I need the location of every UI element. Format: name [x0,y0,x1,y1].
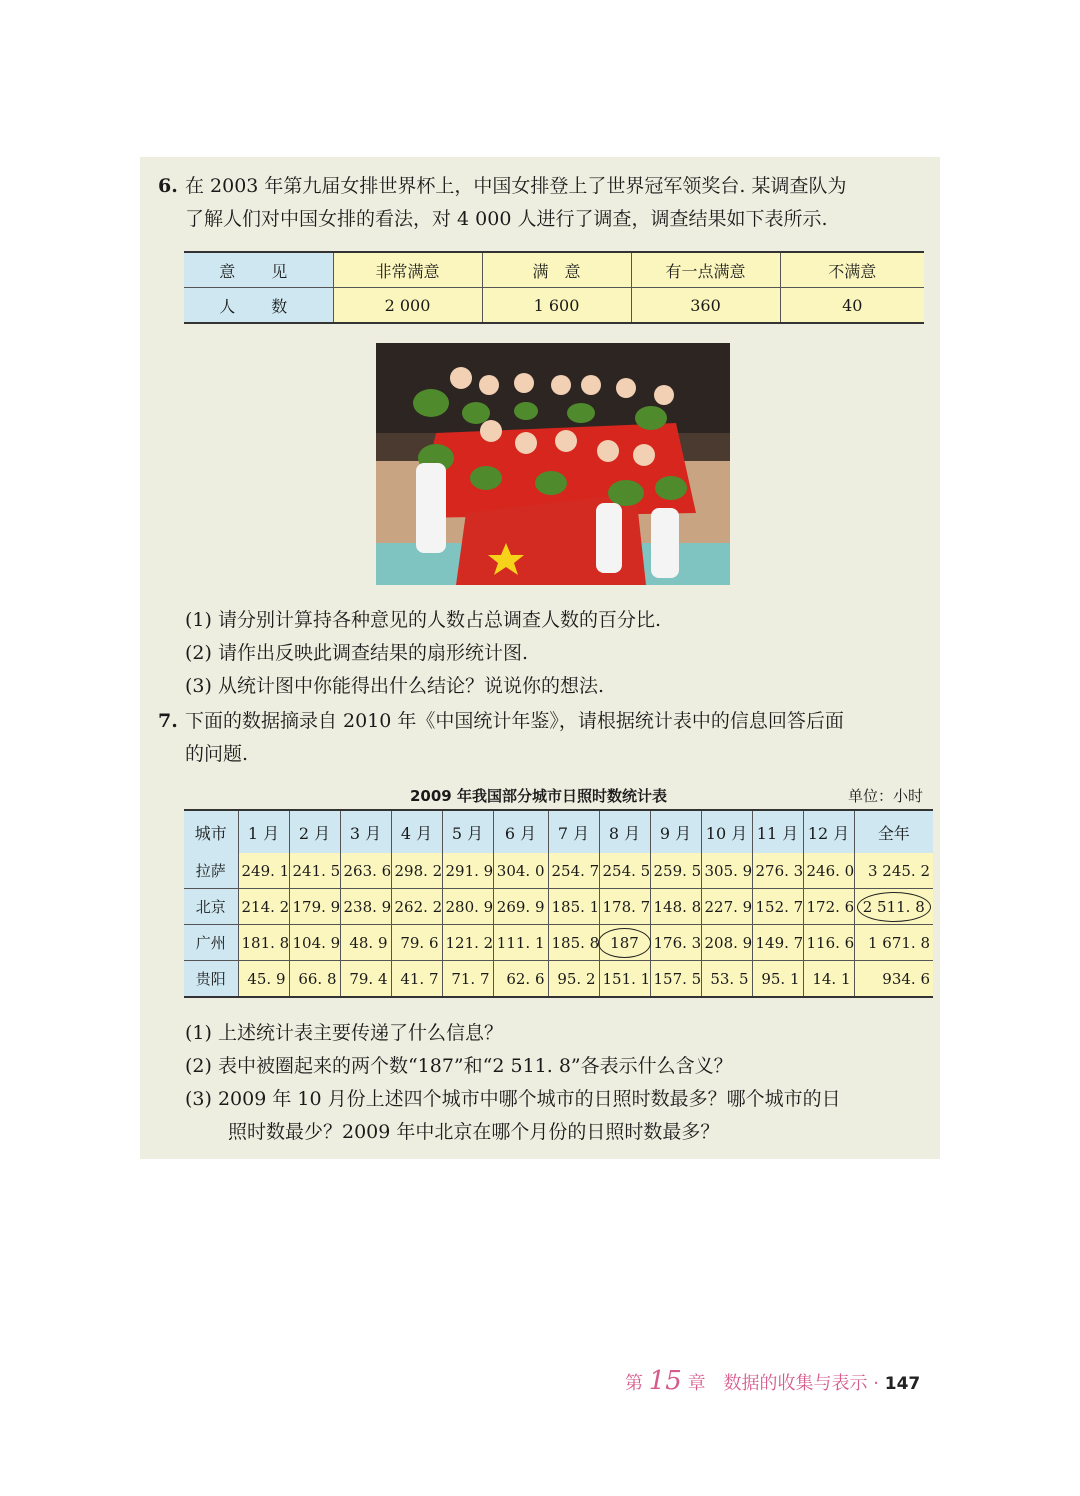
header-cell: 4 月 [391,810,442,853]
q6-sub1: (1) 请分别计算持各种意见的人数占总调查人数的百分比. [185,609,661,631]
table-row [184,961,933,998]
value-cell: 178. 7 [599,889,650,925]
value-cell: 104. 9 [289,925,340,961]
circled-value: 2 511. 8 [863,898,925,916]
value-cell: 148. 8 [650,889,701,925]
q6-sub2: (2) 请作出反映此调查结果的扇形统计图. [185,642,528,664]
header-cell: 2 月 [289,810,340,853]
value-cell: 66. 8 [289,961,340,998]
value-cell: 71. 7 [442,961,493,998]
header-cell: 12 月 [803,810,854,853]
header-cell: 1 月 [238,810,289,853]
survey-cell: 意 见 [184,252,333,288]
value-cell: 79. 6 [391,925,442,961]
value-cell: 151. 1 [599,961,650,998]
value-cell: 149. 7 [752,925,803,961]
city-cell: 贵阳 [184,961,238,998]
value-cell: 254. 7 [548,853,599,889]
header-cell: 7 月 [548,810,599,853]
q7-sub3: (3) 2009 年 10 月份上述四个城市中哪个城市的日照时数最多？哪个城市的日 [185,1088,841,1110]
value-cell: 48. 9 [340,925,391,961]
value-cell: 62. 6 [493,961,548,998]
value-cell: 214. 2 [238,889,289,925]
value-cell: 249. 1 [238,853,289,889]
value-cell: 95. 1 [752,961,803,998]
value-cell: 246. 0 [803,853,854,889]
survey-cell: 人 数 [184,288,333,324]
survey-row-count [184,288,924,324]
value-cell: 172. 6 [803,889,854,925]
chapter-title: 章 数据的收集与表示 · [687,1373,880,1394]
value-cell: 79. 4 [340,961,391,998]
exercise-panel: 6. 在 2003 年第九届女排世界杯上，中国女排登上了世界冠军领奖台. 某调查队为 了解人们对中国女排的看法，对 4 000 人进行了调查，调查结果如下表所示. 意 见 非常满意 满 意 有一点满意 不满意 人 数 2 000 1 600 360 40 (1) 请分别计算持各种意见的人数占总调查人数的百分比. (2) 请作出反映此调查结果的扇形统计图. (3) 从统计图中你能得出什么结论？说说你的想法. 7. 下面的数据摘录自 2010 年《中国统计年鉴》，请根据统计表中的信息回答后面 的问题. 2009 年我国部分城市日照时数统计表 单位：小时 城市 1 月 2 月 3 月 4 月 5 月 6 月 7 月 8 月 9 月 10 月 11 月 12 月 全年 拉萨 249. 1 241. 5 263. 6 298. 2 291. 9 304. 0 254. 7 254. 5 259. 5 305. 9 276. 3 246. 0 3 245. 2 北京 214. 2 179. 9 238. 9 262. 2 280. 9 269. 9 185. 1 178. 7 148. 8 227. 9 152. 7 172. 6 2 511. 8 广州 181. 8 104. 9 48. 9 79. 6 121. 2 111. 1 185. 8 187 176. 3 208. 9 149. 7 116. 6 1 671. 8 贵阳 45. 9 66. 8 79. 4 41. 7 71. 7 62. 6 95. 2 151. 1 157. 5 53. 5 95. 1 14. 1 934. 6 (1) 上述统计表主要传递了什么信息？ (2) 表中被圈起来的两个数“187”和“2 511. 8”各表示什么含义？ (3) 2009 年 10 月份上述四个城市中哪个城市的日照时数最多？哪个城市的日 照时数最少？2009 年中北京在哪个月份的日照时数最多？ [140,157,940,1159]
header-cell: 全年 [854,810,933,853]
survey-cell: 非常满意 [333,252,482,288]
city-cell: 北京 [184,889,238,925]
q6-sub3: (3) 从统计图中你能得出什么结论？说说你的想法. [185,675,604,697]
header-cell: 3 月 [340,810,391,853]
city-cell: 广州 [184,925,238,961]
header-cell: 9 月 [650,810,701,853]
sunshine-table-unit: 单位：小时 [847,787,923,805]
q7-number: 7. [158,710,178,732]
sunshine-table-title: 2009 年我国部分城市日照时数统计表 [410,787,667,805]
circled-value: 187 [610,934,639,952]
circle-mark [857,892,931,922]
value-cell: 305. 9 [701,853,752,889]
volleyball-team-photo [376,343,730,585]
value-cell: 269. 9 [493,889,548,925]
value-cell: 227. 9 [701,889,752,925]
value-cell: 41. 7 [391,961,442,998]
value-cell: 241. 5 [289,853,340,889]
header-cell: 10 月 [701,810,752,853]
value-cell: 111. 1 [493,925,548,961]
value-cell: 238. 9 [340,889,391,925]
total-cell: 1 671. 8 [854,925,933,961]
page-footer [625,1366,920,1396]
survey-cell: 满 意 [482,252,631,288]
q7-sub3-continued: 照时数最少？2009 年中北京在哪个月份的日照时数最多？ [228,1121,720,1143]
header-cell: 5 月 [442,810,493,853]
value-cell: 254. 5 [599,853,650,889]
header-cell: 城市 [184,810,238,853]
survey-table [184,251,924,324]
chapter-prefix: 第 [625,1373,643,1394]
table-row [184,925,933,961]
total-cell: 934. 6 [854,961,933,998]
q7-sub2: (2) 表中被圈起来的两个数“187”和“2 511. 8”各表示什么含义？ [185,1055,733,1077]
value-cell: 157. 5 [650,961,701,998]
total-cell: 3 245. 2 [854,853,933,889]
value-cell: 176. 3 [650,925,701,961]
value-cell: 262. 2 [391,889,442,925]
survey-cell: 不满意 [780,252,924,288]
value-cell: 263. 6 [340,853,391,889]
circle-mark [598,928,651,958]
value-cell: 95. 2 [548,961,599,998]
page-number: 147 [884,1374,921,1394]
survey-cell: 2 000 [333,288,482,324]
table-row [184,889,933,925]
survey-row-opinion [184,252,924,288]
value-cell: 276. 3 [752,853,803,889]
value-cell: 45. 9 [238,961,289,998]
value-cell: 291. 9 [442,853,493,889]
survey-cell: 1 600 [482,288,631,324]
value-cell: 280. 9 [442,889,493,925]
survey-cell: 有一点满意 [631,252,780,288]
value-cell: 298. 2 [391,853,442,889]
team-photo-illustration [376,343,730,585]
header-cell: 11 月 [752,810,803,853]
chapter-number: 15 [648,1366,682,1396]
value-cell: 152. 7 [752,889,803,925]
survey-cell: 40 [780,288,924,324]
value-cell: 181. 8 [238,925,289,961]
header-cell: 6 月 [493,810,548,853]
sunshine-header-row [184,810,933,853]
circled-total-cell [854,889,933,925]
survey-cell: 360 [631,288,780,324]
table-row [184,853,933,889]
value-cell: 14. 1 [803,961,854,998]
value-cell: 53. 5 [701,961,752,998]
value-cell: 304. 0 [493,853,548,889]
value-cell: 116. 6 [803,925,854,961]
q7-sub1: (1) 上述统计表主要传递了什么信息？ [185,1022,503,1044]
q6-number: 6. [158,175,178,197]
circled-value-cell [599,925,650,961]
value-cell: 185. 1 [548,889,599,925]
value-cell: 208. 9 [701,925,752,961]
city-cell: 拉萨 [184,853,238,889]
value-cell: 259. 5 [650,853,701,889]
value-cell: 185. 8 [548,925,599,961]
header-cell: 8 月 [599,810,650,853]
sunshine-table [184,809,933,998]
value-cell: 121. 2 [442,925,493,961]
value-cell: 179. 9 [289,889,340,925]
